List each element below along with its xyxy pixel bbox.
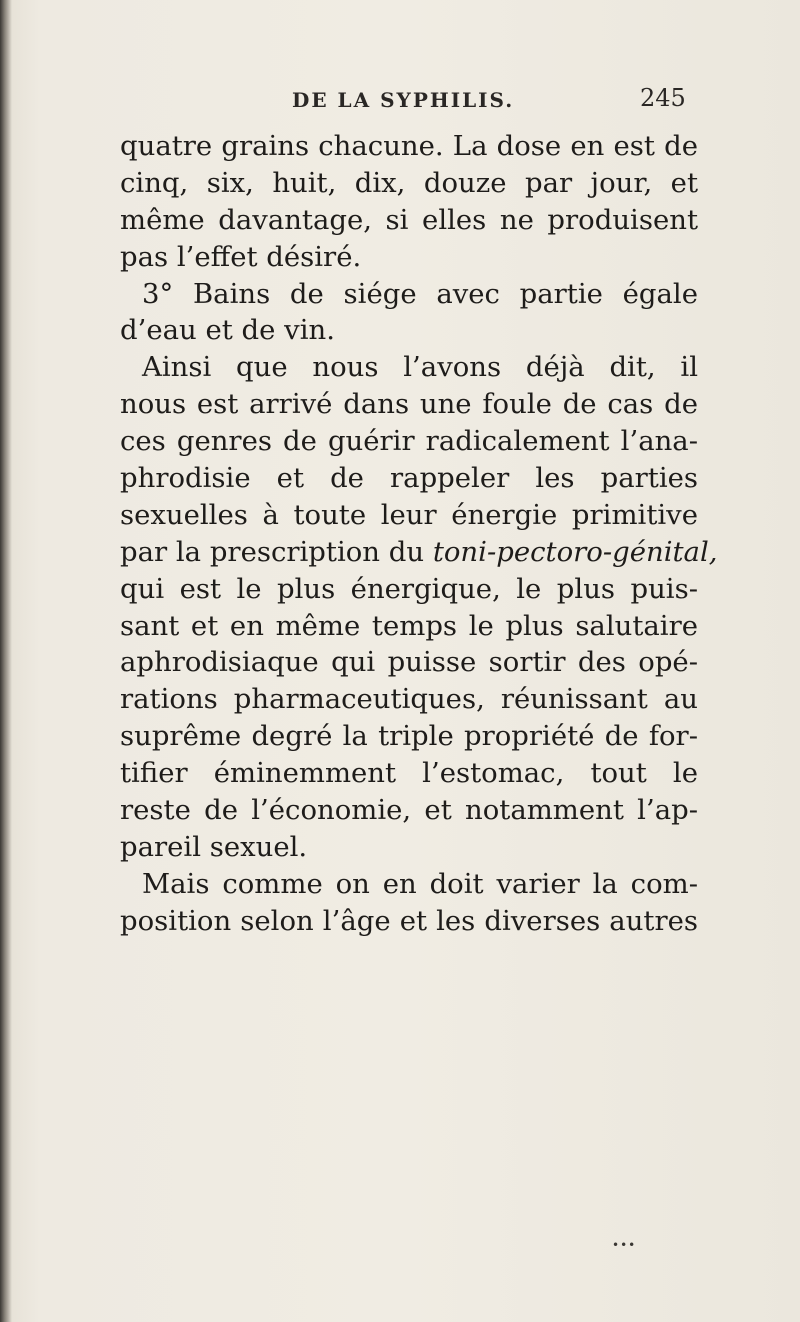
text-line: Ainsi que nous l’avons déjà dit, il — [142, 351, 698, 384]
text-line: même davantage, si elles ne produisent — [120, 203, 698, 236]
text-line: pareil sexuel. — [120, 830, 308, 863]
text-line: nous est arrivé dans une foule de cas de — [120, 388, 698, 421]
text-line: rations pharmaceutiques, réunissant au — [120, 683, 698, 716]
binding-gutter — [0, 0, 12, 1322]
page-number: 245 — [640, 84, 686, 112]
text-segment: par la prescription du — [120, 535, 425, 568]
text-line: aphrodisiaque qui puisse sortir des opé- — [120, 646, 698, 679]
text-line: d’eau et de vin. — [120, 314, 335, 347]
body-text — [120, 128, 718, 940]
text-line: tifier éminemment l’estomac, tout le — [120, 757, 698, 790]
running-title: DE LA SYPHILIS. — [292, 88, 515, 112]
text-line: sant et en même temps le plus salutaire — [120, 609, 698, 642]
text-line: reste de l’économie, et notamment l’ap- — [120, 794, 698, 827]
text-line: quatre grains chacune. La dose en est de — [120, 130, 698, 162]
text-line: pas l’effet désiré. — [120, 240, 362, 273]
italic-term: toni-pectoro-génital, — [432, 535, 718, 568]
text-line: qui est le plus énergique, le plus puis- — [120, 572, 698, 605]
text-line: phrodisie et de rappeler les parties — [120, 462, 698, 495]
text-line: Mais comme on en doit varier la com- — [142, 867, 698, 900]
text-line-mixed — [120, 534, 718, 571]
text-line: suprême degré la triple propriété de for- — [120, 720, 698, 753]
text-line: sexuelles à toute leur énergie primitive — [120, 498, 698, 531]
signature-mark: ••• — [612, 1238, 637, 1252]
text-line: ces genres de guérir radicalement l’ana- — [120, 425, 698, 458]
text-line: 3° Bains de siége avec partie égale — [142, 277, 698, 310]
page-header — [0, 84, 800, 116]
text-line: cinq, six, huit, dix, douze par jour, et — [120, 166, 698, 199]
text-line: position selon l’âge et les diverses autres — [120, 904, 698, 937]
